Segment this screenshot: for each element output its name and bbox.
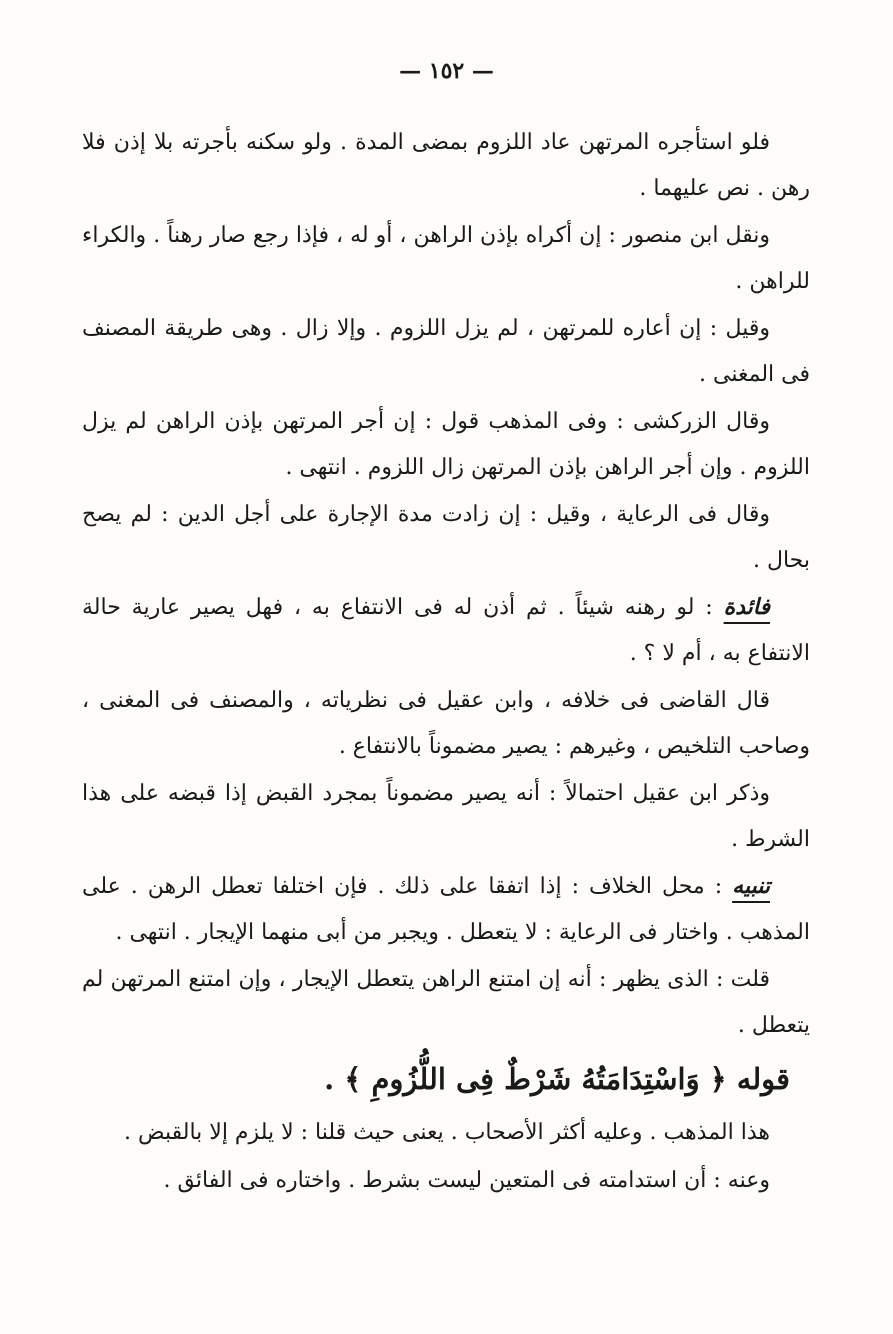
page-number: — ١٥٢ — <box>399 58 494 84</box>
paragraph-lead: تنبيه <box>732 873 770 899</box>
paragraph: قال القاضى فى خلافه ، وابن عقيل فى نظرياته ، والمصنف فى المغنى ، وصاحب التلخيص ، وغيرهم : يصير مضموناً بالانتفاع . <box>82 688 810 759</box>
paragraph: وعنه : أن استدامته فى المتعين ليست بشرط . واختاره فى الفائق . <box>163 1167 770 1193</box>
page-body <box>82 120 810 1205</box>
paragraph: وذكر ابن عقيل احتمالاً : أنه يصير مضموناً بمجرد القبض إذا قبضه على هذا الشرط . <box>82 781 810 852</box>
paragraph: قلت : الذى يظهر : أنه إن امتنع الراهن يتعطل الإيجار ، وإن امتنع المرتهن لم يتعطل . <box>82 967 810 1038</box>
paragraph-fayda: فائدة : لو رهنه شيئاً . ثم أذن له فى الانتفاع به ، فهل يصير عارية حالة الانتفاع به ، أم لا ؟ . <box>82 594 810 666</box>
paragraph: فلو استأجره المرتهن عاد اللزوم بمضى المدة . ولو سكنه بأجرته بلا إذن فلا رهن . نص عليهما . <box>82 130 810 201</box>
paragraph: ونقل ابن منصور : إن أكراه بإذن الراهن ، أو له ، فإذا رجع صار رهناً . والكراء للراهن . <box>82 223 810 294</box>
quote-prefix: قوله <box>726 1062 790 1096</box>
quoted-heading <box>82 1050 810 1108</box>
paragraph-lead: فائدة <box>723 594 770 620</box>
paragraph-tanbih: تنبيه : محل الخلاف : إذا اتفقا على ذلك . فإن اختلفا تعطل الرهن . على المذهب . واختار فى الرعاية : لا يتعطل . ويجبر من أبى منهما الإيجار . انتهى . <box>82 873 810 945</box>
paragraph: وقال الزركشى : وفى المذهب قول : إن أجر المرتهن بإذن الراهن لم يزل اللزوم . وإن أجر الراهن بإذن المرتهن زال اللزوم . انتهى . <box>82 409 810 480</box>
paragraph: وقيل : إن أعاره للمرتهن ، لم يزل اللزوم . وإلا زال . وهى طريقة المصنف فى المغنى . <box>82 316 810 387</box>
paragraph: وقال فى الرعاية ، وقيل : إن زادت مدة الإجارة على أجل الدين : لم يصح بحال . <box>82 502 810 573</box>
paragraph: هذا المذهب . وعليه أكثر الأصحاب . يعنى حيث قلنا : لا يلزم إلا بالقبض . <box>124 1120 770 1145</box>
quoted-text: ﴿ وَاسْتِدَامَتُهُ شَرْطٌ فِى اللُّزُومِ ﴾ <box>344 1062 727 1096</box>
quote-suffix: . <box>324 1062 345 1096</box>
